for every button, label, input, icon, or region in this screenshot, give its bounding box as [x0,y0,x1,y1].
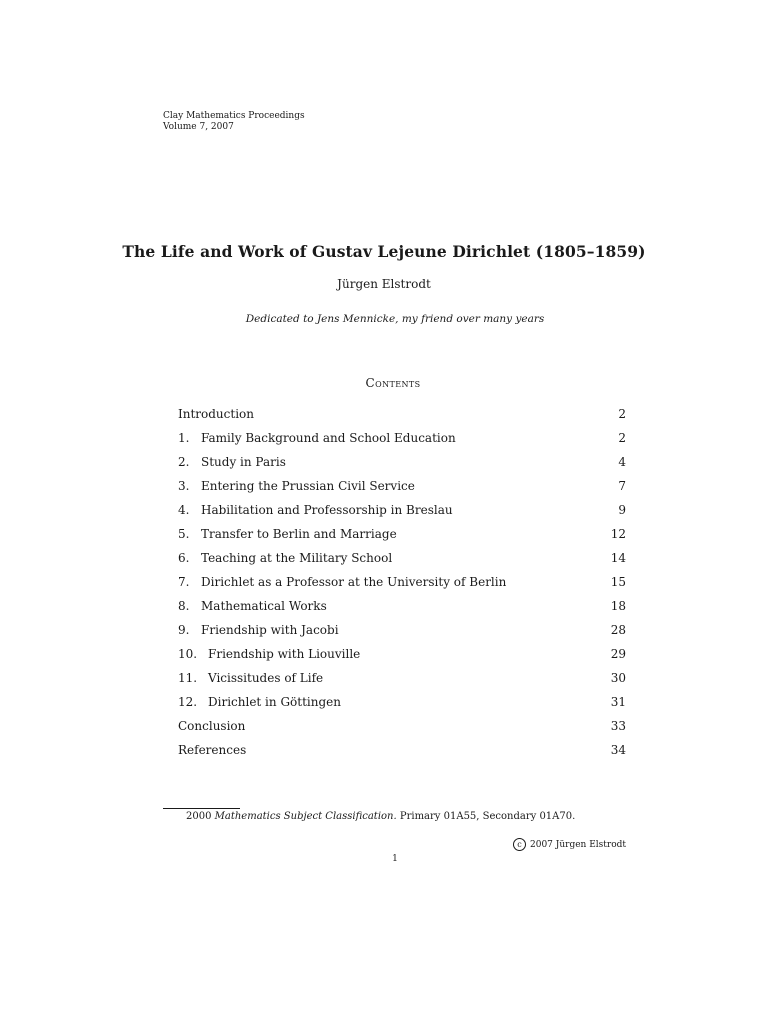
toc-entry-page: 12 [610,527,626,541]
toc-entry[interactable] [178,740,626,764]
paper-title: The Life and Work of Gustav Lejeune Dirichlet (1805–1859) [122,242,646,261]
footnote-year: 2000 [186,811,212,822]
toc-entry-page: 2 [618,431,626,445]
toc-entry-title: Mathematical Works [201,599,327,613]
journal-header [163,111,305,133]
dedication: Dedicated to Jens Mennicke, my friend over many years [245,313,545,325]
toc-entry-title: Entering the Prussian Civil Service [201,479,415,493]
toc-entry-title: Teaching at the Military School [201,551,393,565]
toc-entry-number: 12. [178,695,198,709]
toc-entry-number: 10. [178,647,198,661]
journal-name: Clay Mathematics Proceedings [163,111,305,121]
toc-entry-page: 29 [610,647,626,661]
journal-volume: Volume 7, 2007 [163,122,234,132]
toc-entry[interactable] [178,476,626,500]
toc-entry[interactable] [178,644,626,668]
toc-entry[interactable] [178,404,626,428]
toc-entry-page: 4 [618,455,626,469]
toc-entry[interactable] [178,500,626,524]
toc-entry[interactable] [178,692,626,716]
footnote [186,811,575,822]
toc-entry[interactable] [178,524,626,548]
toc-entry-number: 7. [178,575,190,589]
author-name: Jürgen Elstrodt [337,277,431,291]
toc-entry[interactable] [178,668,626,692]
toc-entry-number: 3. [178,479,190,493]
toc-entry-number: 9. [178,623,190,637]
toc-entry-page: 18 [610,599,626,613]
toc-entry-number: 1. [178,431,190,445]
toc-entry[interactable] [178,716,626,740]
toc-entry-page: 33 [610,719,626,733]
toc-entry-title: Family Background and School Education [201,431,456,445]
toc-entry-number: 11. [178,671,198,685]
toc-entry-number: 2. [178,455,190,469]
page-number: 1 [392,854,398,864]
toc-entry-page: 7 [618,479,626,493]
toc-entry-title: Habilitation and Professorship in Breslau [201,503,453,517]
toc-entry-title: Friendship with Jacobi [201,623,339,637]
toc-entry-title: Conclusion [178,719,246,733]
toc-entry[interactable] [178,428,626,452]
toc-entry-title: Study in Paris [201,455,286,469]
toc-entry[interactable] [178,620,626,644]
table-of-contents [178,404,626,764]
toc-entry[interactable] [178,548,626,572]
toc-entry-title: Vicissitudes of Life [208,671,324,685]
toc-entry-number: 4. [178,503,190,517]
toc-entry[interactable] [178,572,626,596]
toc-entry-page: 30 [610,671,626,685]
toc-entry-page: 31 [610,695,626,709]
toc-entry-page: 34 [610,743,626,757]
toc-entry-page: 28 [610,623,626,637]
toc-entry-title: Dirichlet as a Professor at the University of Berlin [201,575,507,589]
toc-entry[interactable] [178,596,626,620]
footnote-classification-text: Primary 01A55, Secondary 01A70. [399,811,576,822]
toc-entry-number: 6. [178,551,190,565]
toc-entry-title: Dirichlet in Göttingen [208,695,341,709]
contents-heading: Contents [365,376,421,390]
copyright-icon: c [513,838,526,851]
toc-entry-number: 5. [178,527,190,541]
toc-entry-page: 2 [618,407,626,421]
toc-entry-title: References [178,743,247,757]
toc-entry-title: Introduction [178,407,254,421]
footnote-classification-label: Mathematics Subject Classification. [214,811,397,822]
footnote-divider [163,808,240,809]
toc-entry-number: 8. [178,599,190,613]
copyright-notice [513,838,626,851]
toc-entry-title: Friendship with Liouville [208,647,361,661]
toc-entry-page: 9 [618,503,626,517]
toc-entry-page: 15 [610,575,626,589]
toc-entry-page: 14 [610,551,626,565]
copyright-text: 2007 Jürgen Elstrodt [530,840,626,850]
toc-entry-title: Transfer to Berlin and Marriage [201,527,397,541]
toc-entry[interactable] [178,452,626,476]
